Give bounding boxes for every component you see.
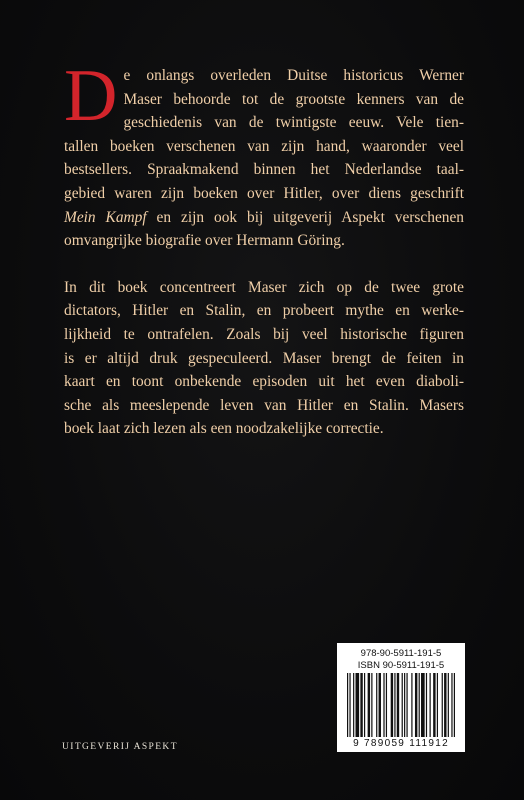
text-line: Maser behoorde tot de grootste kenners van de [123, 90, 464, 108]
isbn10-label: ISBN 90-5911-191-5 [357, 660, 445, 671]
barcode-bar [355, 673, 359, 737]
isbn-barcode-panel [337, 643, 465, 752]
text-line: boek laat zich lezen als een noodzakelijke correctie. [64, 420, 384, 438]
barcode-bar [353, 673, 354, 737]
barcode-bar [419, 673, 420, 737]
text-line: bestsellers. Spraakmakend binnen het Nederlandse taal- [64, 161, 464, 179]
barcode-bar [454, 673, 455, 737]
barcode-bar [376, 673, 377, 737]
barcode-bar [397, 673, 399, 737]
barcode-bar [394, 673, 395, 737]
text-line: tallen boeken verschenen van zijn hand, waaronder veel [64, 137, 464, 155]
text-line: gebied waren zijn boeken over Hitler, over diens geschrift [64, 184, 464, 202]
text-fragment: en zijn ook bij uitgeverij Aspekt verschenen [146, 208, 464, 226]
paragraph-intro [64, 55, 464, 253]
barcode-bar [347, 673, 348, 737]
barcode-bar [430, 673, 431, 737]
text-line: geschiedenis van de twintigste eeuw. Vele tien- [123, 114, 464, 132]
drop-cap: D [64, 55, 118, 137]
barcode-bar [349, 673, 350, 737]
text-line: In dit boek concentreert Maser zich op de twee grote [64, 278, 464, 296]
barcode-bar [448, 673, 449, 737]
text-line: is er altijd druk gespeculeerd. Maser brengt de feiten in [64, 349, 464, 367]
barcode-digits: 9 789059 111912 [353, 738, 449, 749]
barcode-bar [364, 673, 365, 737]
text-line: e onlangs overleden Duitse historicus Werner [123, 67, 464, 84]
barcode-bar [444, 673, 446, 737]
barcode-bar [371, 673, 372, 737]
barcode-bar [404, 673, 405, 737]
barcode-bar [379, 673, 381, 737]
text-line [64, 206, 464, 230]
barcode-graphic [347, 673, 455, 737]
barcode-bar [451, 673, 452, 737]
book-title-italic: Mein Kampf [64, 208, 147, 226]
barcode-bar [360, 673, 362, 737]
text-line: lijkheid te ontrafelen. Zoals bij veel historische figuren [64, 325, 464, 343]
barcode-bar [383, 673, 384, 737]
barcode-bar [411, 673, 412, 737]
barcode-bar [386, 673, 387, 737]
publisher-name: UITGEVERIJ ASPEKT [62, 742, 178, 752]
barcode-bar [391, 673, 393, 737]
barcode-bar [437, 673, 438, 737]
barcode-bar [421, 673, 425, 737]
text-line: sche als meeslepende leven van Hitler en Stalin. Masers [64, 396, 464, 414]
text-line: dictators, Hitler en Stalin, en probeert mythe en werke- [64, 302, 464, 320]
barcode-bar [402, 673, 403, 737]
barcode-bar [406, 673, 407, 737]
barcode-bar [426, 673, 427, 737]
barcode-bar [442, 673, 443, 737]
barcode-bar [415, 673, 417, 737]
paragraph-summary [64, 276, 464, 441]
text-line: omvangrijke biografie over Hermann Göring. [64, 232, 345, 250]
blurb-text [64, 55, 464, 441]
isbn13-label: 978-90-5911-191-5 [360, 648, 442, 659]
barcode-bar [368, 673, 370, 737]
barcode-bar [433, 673, 435, 737]
text-line: kaart en toont onbekende episoden uit het even diaboli- [64, 373, 464, 391]
